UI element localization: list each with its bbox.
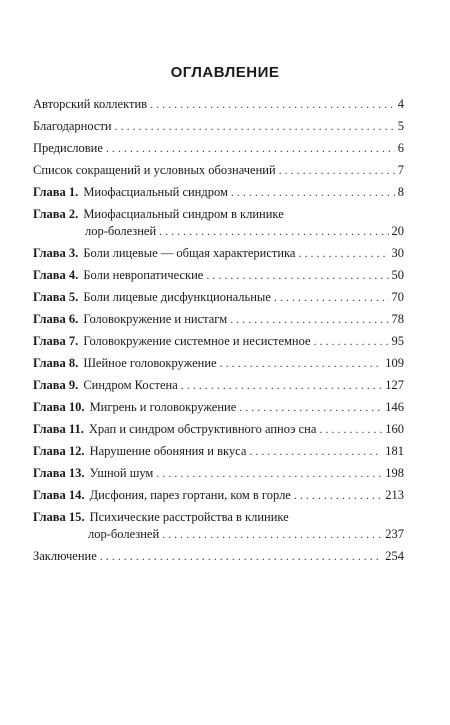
entry-title: Благодарности	[33, 119, 112, 133]
entry-title: Головокружение и нистагм	[83, 312, 228, 326]
dot-leaders	[319, 421, 382, 438]
entry-title: Синдром Костена	[83, 378, 178, 392]
dot-leaders	[156, 465, 382, 482]
table-of-contents	[33, 96, 404, 570]
page-number: 146	[385, 400, 404, 414]
dot-leaders	[279, 162, 395, 179]
chapter-number: Глава 2.	[33, 207, 79, 221]
entry-title: Головокружение системное и несистемное	[83, 334, 311, 348]
entry-title: Нарушение обоняния и вкуса	[89, 444, 247, 458]
chapter-number: Глава 13.	[33, 466, 85, 480]
toc-entry[interactable]	[33, 443, 404, 460]
toc-entry[interactable]	[33, 118, 404, 135]
chapter-number: Глава 4.	[33, 268, 79, 282]
toc-entry[interactable]	[33, 548, 404, 565]
dot-leaders	[274, 289, 389, 306]
dot-leaders	[231, 184, 395, 201]
dot-leaders	[294, 487, 382, 504]
entry-title: Боли невропатические	[83, 268, 204, 282]
page-number: 95	[391, 334, 404, 348]
page-number: 50	[391, 268, 404, 282]
page-number: 237	[385, 527, 404, 541]
page-title: ОГЛАВЛЕНИЕ	[170, 64, 280, 81]
chapter-number: Глава 1.	[33, 185, 79, 199]
entry-title: Авторский коллектив	[33, 97, 148, 111]
page-number: 4	[397, 97, 404, 111]
dot-leaders	[239, 399, 382, 416]
entry-title: Боли лицевые — общая характеристика	[83, 246, 296, 260]
toc-entry[interactable]	[33, 311, 404, 328]
chapter-number: Глава 7.	[33, 334, 79, 348]
entry-title: Заключение	[33, 549, 97, 563]
chapter-number: Глава 10.	[33, 400, 85, 414]
chapter-number: Глава 12.	[33, 444, 85, 458]
entry-title: Миофасциальный синдром	[83, 185, 228, 199]
entry-title: Ушной шум	[89, 466, 154, 480]
toc-entry[interactable]	[33, 289, 404, 306]
chapter-number: Глава 3.	[33, 246, 79, 260]
dot-leaders	[206, 267, 388, 284]
page-number: 8	[397, 185, 404, 199]
toc-entry[interactable]	[33, 399, 404, 416]
toc-entry[interactable]	[33, 140, 404, 157]
page-number: 7	[397, 163, 404, 177]
dot-leaders	[150, 96, 395, 113]
entry-title: Храп и синдром обструктивного апноэ сна	[88, 422, 317, 436]
page-number: 254	[385, 549, 404, 563]
chapter-number: Глава 5.	[33, 290, 79, 304]
page-number: 127	[385, 378, 404, 392]
dot-leaders	[298, 245, 388, 262]
page-number: 181	[385, 444, 404, 458]
page-number: 70	[391, 290, 404, 304]
dot-leaders	[115, 118, 395, 135]
page-number: 213	[385, 488, 404, 502]
toc-entry[interactable]	[33, 162, 404, 179]
entry-title: Список сокращений и условных обозначений	[33, 163, 276, 177]
dot-leaders	[230, 311, 388, 328]
entry-title: Психические расстройства в клинике	[89, 510, 289, 524]
page-number: 160	[385, 422, 404, 436]
page-number: 20	[391, 224, 404, 238]
page-number: 109	[385, 356, 404, 370]
entry-title-continued: лор-болезней	[85, 224, 157, 238]
entry-title: Предисловие	[33, 141, 103, 155]
page-number: 198	[385, 466, 404, 480]
entry-title: Миофасциальный синдром в клинике	[83, 207, 284, 221]
dot-leaders	[181, 377, 382, 394]
toc-entry[interactable]	[33, 355, 404, 372]
toc-entry[interactable]	[33, 206, 404, 240]
chapter-number: Глава 15.	[33, 510, 85, 524]
entry-title: Боли лицевые дисфункциональные	[83, 290, 271, 304]
dot-leaders	[220, 355, 383, 372]
dot-leaders	[159, 223, 388, 240]
chapter-number: Глава 9.	[33, 378, 79, 392]
page-number: 30	[391, 246, 404, 260]
toc-entry[interactable]	[33, 487, 404, 504]
toc-entry[interactable]	[33, 465, 404, 482]
dot-leaders	[162, 526, 382, 543]
toc-entry[interactable]	[33, 245, 404, 262]
toc-entry[interactable]	[33, 377, 404, 394]
toc-entry[interactable]	[33, 509, 404, 543]
dot-leaders	[249, 443, 382, 460]
entry-title: Шейное головокружение	[83, 356, 217, 370]
chapter-number: Глава 6.	[33, 312, 79, 326]
page-number: 78	[391, 312, 404, 326]
dot-leaders	[106, 140, 395, 157]
page-number: 5	[397, 119, 404, 133]
entry-title-continued: лор-болезней	[88, 527, 160, 541]
chapter-number: Глава 8.	[33, 356, 79, 370]
toc-entry[interactable]	[33, 421, 404, 438]
chapter-number: Глава 14.	[33, 488, 85, 502]
page-number: 6	[397, 141, 404, 155]
entry-title: Дисфония, парез гортани, ком в горле	[89, 488, 291, 502]
dot-leaders	[100, 548, 383, 565]
toc-entry[interactable]	[33, 267, 404, 284]
dot-leaders	[314, 333, 389, 350]
toc-entry[interactable]	[33, 333, 404, 350]
toc-entry[interactable]	[33, 96, 404, 113]
toc-entry[interactable]	[33, 184, 404, 201]
chapter-number: Глава 11.	[33, 422, 84, 436]
entry-title: Мигрень и головокружение	[89, 400, 237, 414]
